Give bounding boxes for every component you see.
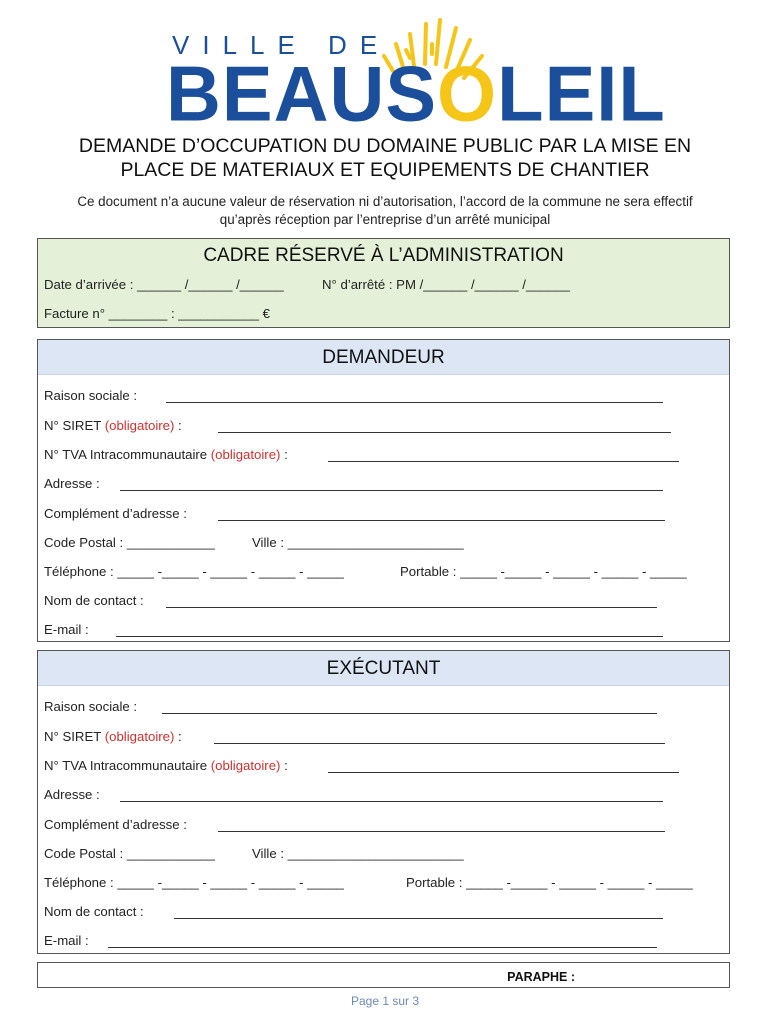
dem-adresse-input[interactable] — [120, 490, 663, 491]
admin-heading: CADRE RÉSERVÉ À L’ADMINISTRATION — [203, 245, 564, 266]
exe-email-label: E-mail : — [44, 933, 89, 948]
paraphe-label: PARAPHE : — [507, 970, 575, 984]
dem-contact-input[interactable] — [166, 607, 657, 608]
exe-siret-label — [44, 729, 182, 744]
notice-line-2: qu’après réception par l’entreprise d’un arrêté municipal — [219, 212, 551, 227]
dem-tva-input[interactable] — [328, 461, 679, 462]
dem-tva-colon: : — [280, 447, 288, 462]
dem-email-input[interactable] — [116, 636, 663, 637]
logo-o: O — [437, 51, 498, 138]
exe-siret-input[interactable] — [214, 743, 665, 744]
exe-telephone-field[interactable]: Téléphone : _____ -_____ - _____ - _____ - _____ — [44, 875, 344, 890]
exe-code-postal-field[interactable]: Code Postal : ____________ — [44, 846, 215, 861]
dem-email-label: E-mail : — [44, 622, 89, 637]
exe-tva-required: (obligatoire) — [210, 758, 281, 773]
page-number: Page 1 sur 3 — [350, 994, 420, 1008]
exe-raison-sociale-input[interactable] — [162, 713, 657, 714]
executant-section — [37, 650, 730, 954]
demandeur-section — [37, 339, 730, 642]
city-logo — [0, 0, 770, 138]
exe-contact-label: Nom de contact : — [44, 904, 144, 919]
logo-beaus: BEAUS — [166, 51, 438, 138]
dem-tva-text: N° TVA Intracommunautaire — [44, 447, 208, 462]
exe-email-input[interactable] — [108, 947, 657, 948]
dem-ville-field[interactable]: Ville : ________________________ — [252, 535, 464, 550]
dem-tva-label — [44, 447, 288, 462]
dem-siret-input[interactable] — [218, 432, 671, 433]
dem-siret-colon: : — [174, 418, 182, 433]
exe-siret-required: (obligatoire) — [104, 729, 175, 744]
notice-text — [0, 193, 770, 229]
logo-leil: LEIL — [497, 51, 666, 138]
admin-section — [37, 238, 730, 328]
dem-complement-label: Complément d’adresse : — [44, 506, 187, 521]
admin-arrete-field[interactable]: N° d’arrêté : PM /______ /______ /______ — [322, 277, 570, 292]
dem-siret-label — [44, 418, 182, 433]
exe-tva-colon: : — [280, 758, 288, 773]
paraphe-box[interactable] — [37, 962, 730, 988]
page-title — [0, 134, 770, 182]
exe-raison-sociale-label: Raison sociale : — [44, 699, 138, 714]
dem-portable-field[interactable]: Portable : _____ -_____ - _____ - _____ - _____ — [400, 564, 687, 579]
dem-contact-label: Nom de contact : — [44, 593, 144, 608]
dem-siret-text: N° SIRET — [44, 418, 102, 433]
exe-ville-field[interactable]: Ville : ________________________ — [252, 846, 464, 861]
exe-adresse-label: Adresse : — [44, 787, 100, 802]
exe-complement-input[interactable] — [218, 831, 665, 832]
exe-tva-input[interactable] — [328, 772, 679, 773]
title-line-2: PLACE DE MATERIAUX ET EQUIPEMENTS DE CHANTIER — [120, 159, 650, 181]
dem-code-postal-field[interactable]: Code Postal : ____________ — [44, 535, 215, 550]
admin-facture-field[interactable]: Facture n° ________ : ___________ € — [44, 306, 270, 321]
dem-siret-required: (obligatoire) — [104, 418, 175, 433]
dem-complement-input[interactable] — [218, 520, 665, 521]
exe-siret-text: N° SIRET — [44, 729, 102, 744]
admin-date-field[interactable]: Date d’arrivée : ______ /______ /______ — [44, 277, 284, 292]
logo-ville-de: VILLE DE — [172, 30, 391, 60]
dem-raison-sociale-input[interactable] — [166, 402, 663, 403]
exe-complement-label: Complément d’adresse : — [44, 817, 187, 832]
notice-line-1: Ce document n’a aucune valeur de réservation ni d’autorisation, l’accord de la commune ne sera effectif — [77, 194, 693, 209]
executant-heading: EXÉCUTANT — [38, 651, 729, 686]
dem-raison-sociale-label: Raison sociale : — [44, 388, 138, 403]
exe-adresse-input[interactable] — [120, 801, 663, 802]
dem-adresse-label: Adresse : — [44, 476, 100, 491]
dem-telephone-field[interactable]: Téléphone : _____ -_____ - _____ - _____ - _____ — [44, 564, 344, 579]
dem-tva-required: (obligatoire) — [210, 447, 281, 462]
title-line-1: DEMANDE D’OCCUPATION DU DOMAINE PUBLIC PAR LA MISE EN — [78, 135, 692, 157]
exe-tva-text: N° TVA Intracommunautaire — [44, 758, 208, 773]
exe-tva-label — [44, 758, 288, 773]
logo-beausoleil — [166, 51, 666, 138]
exe-portable-field[interactable]: Portable : _____ -_____ - _____ - _____ - _____ — [406, 875, 693, 890]
exe-contact-input[interactable] — [174, 918, 663, 919]
demandeur-heading: DEMANDEUR — [38, 340, 729, 375]
exe-siret-colon: : — [174, 729, 182, 744]
